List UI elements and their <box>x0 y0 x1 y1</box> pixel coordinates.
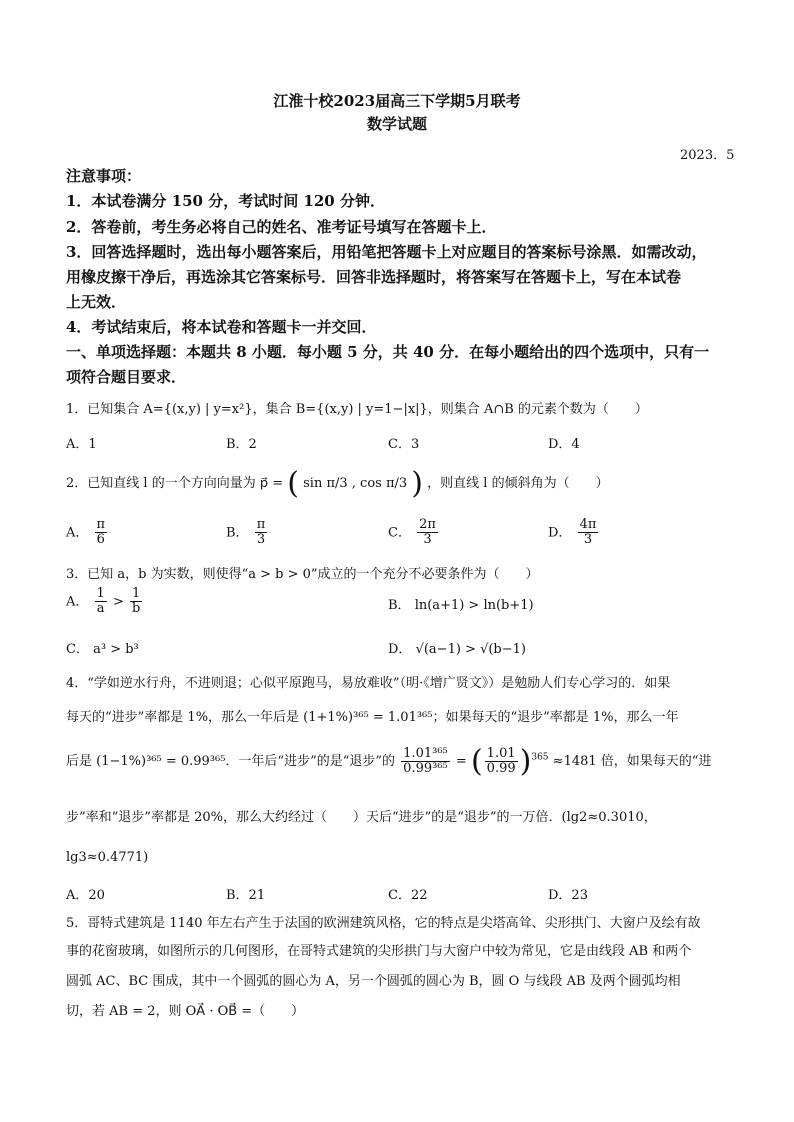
notice-item: 4．考试结束后，将本试卷和答题卡一并交回． <box>66 318 377 336</box>
section-heading: 一、单项选择题：本题共 8 小题．每小题 5 分，共 40 分．在每小题给出的四个选项中，只有一 <box>66 343 710 361</box>
question-3: 3．已知 a，b 为实数，则使得“a > b > 0”成立的一个充分不必要条件为（ ） <box>66 567 539 582</box>
question-2: 2．已知直线 l 的一个方向向量为 p⃗ = ( sin π/3 , cos π/3 ) ，则直线 l 的倾斜角为（ ） <box>66 466 609 501</box>
question-5-line: 切，若 AB = 2，则 OA⃗ · OB⃗ =（ ） <box>66 1004 305 1019</box>
notice-item: 3．回答选择题时，选出每小题答案后，用铅笔把答题卡上对应题目的答案标号涂黑．如需改动， <box>66 243 707 261</box>
q3-option-b: B． ln(a+1) > ln(b+1) <box>388 598 534 613</box>
q2-option-b: B． $\frac{\pi}{3}$ <box>226 517 266 548</box>
page-title: 江淮十校2023届高三下学期5月联考 <box>273 92 521 110</box>
q4-option-b: B．21 <box>226 888 266 903</box>
q3-option-c: C． a³ > b³ <box>66 642 139 657</box>
exam-date: 2023．5 <box>680 148 735 163</box>
q2-post: ，则直线 l 的倾斜角为（ ） <box>427 476 609 491</box>
question-5-line: 事的花窗玻璃，如图所示的几何图形，在哥特式建筑的尖形拱门与大窗户中较为常见，它是由线段 AB 和两个 <box>66 944 692 959</box>
question-4-line: 4．“学如逆水行舟，不进则退；心似平原跑马，易放难收”（明·《增广贤文》）是勉励人们专心学习的．如果 <box>66 676 671 691</box>
notice-item: 上无效． <box>66 293 127 311</box>
q1-option-a: A．1 <box>66 437 97 452</box>
q2-vector: sin π/3 , cos π/3 <box>303 476 408 491</box>
notice-item: 1．本试卷满分 150 分，考试时间 120 分钟． <box>66 192 385 210</box>
q3-option-d: D． √(a−1) > √(b−1) <box>388 642 526 657</box>
question-4-line: 步”率和“退步”率都是 20%，那么大约经过（ ）天后“进步”的是“退步”的一万倍．(lg2≈0.3010， <box>66 810 657 825</box>
question-4-line: 每天的“进步”率都是 1%，那么一年后是 (1+1%)³⁶⁵ = 1.01³⁶⁵；如果每天的“退步”率都是 1%，那么一年 <box>66 710 679 725</box>
question-4-line: 后是 (1−1%)³⁶⁵ = 0.99³⁶⁵．一年后“进步”的是“退步”的 $\frac{\text{1.01³⁶⁵}}{\text{0.99³⁶⁵}}$ = ( $\frac{1.01}{0.99}$ )$^{365}$ ≈1481 倍，如果每天的“进 <box>66 744 712 779</box>
section-heading-cont: 项符合题目要求． <box>66 368 187 386</box>
question-5-line: 5．哥特式建筑是 1140 年左右产生于法国的欧洲建筑风格，它的特点是尖塔高耸、尖形拱门、大窗户及绘有故 <box>66 916 701 931</box>
q4-option-d: D．23 <box>548 888 588 903</box>
q4-option-c: C．22 <box>388 888 428 903</box>
notice-heading: 注意事项： <box>66 167 142 185</box>
question-5-line: 圆弧 AC、BC 围成，其中一个圆弧的圆心为 A，另一个圆弧的圆心为 B，圆 O 与线段 AB 及两个圆弧均相 <box>66 974 681 989</box>
q1-option-c: C．3 <box>388 437 420 452</box>
page-subtitle: 数学试题 <box>366 115 427 133</box>
notice-item: 2．答卷前，考生务必将自己的姓名、准考证号填写在答题卡上． <box>66 218 497 236</box>
q4-option-a: A．20 <box>66 888 105 903</box>
q2-option-d: D． $\frac{4\pi}{3}$ <box>548 517 597 548</box>
q2-option-a: A． $\frac{\pi}{6}$ <box>66 517 106 548</box>
q2-pre: 2．已知直线 l 的一个方向向量为 p⃗ = <box>66 476 284 491</box>
question-4-line: lg3≈0.4771) <box>66 850 149 865</box>
q1-option-b: B．2 <box>226 437 257 452</box>
question-1: 1．已知集合 A={(x,y) | y=x²}，集合 B={(x,y) | y=1−|x|}，则集合 A∩B 的元素个数为（ ） <box>66 402 648 417</box>
q2-option-c: C． $\frac{2\pi}{3}$ <box>388 517 436 548</box>
q3-option-a: A． $\frac{1}{a}$ > $\frac{1}{b}$ <box>66 586 141 617</box>
q1-option-d: D．4 <box>548 437 580 452</box>
notice-item: 用橡皮擦干净后，再选涂其它答案标号．回答非选择题时，将答案写在答题卡上，写在本试卷 <box>66 268 682 286</box>
